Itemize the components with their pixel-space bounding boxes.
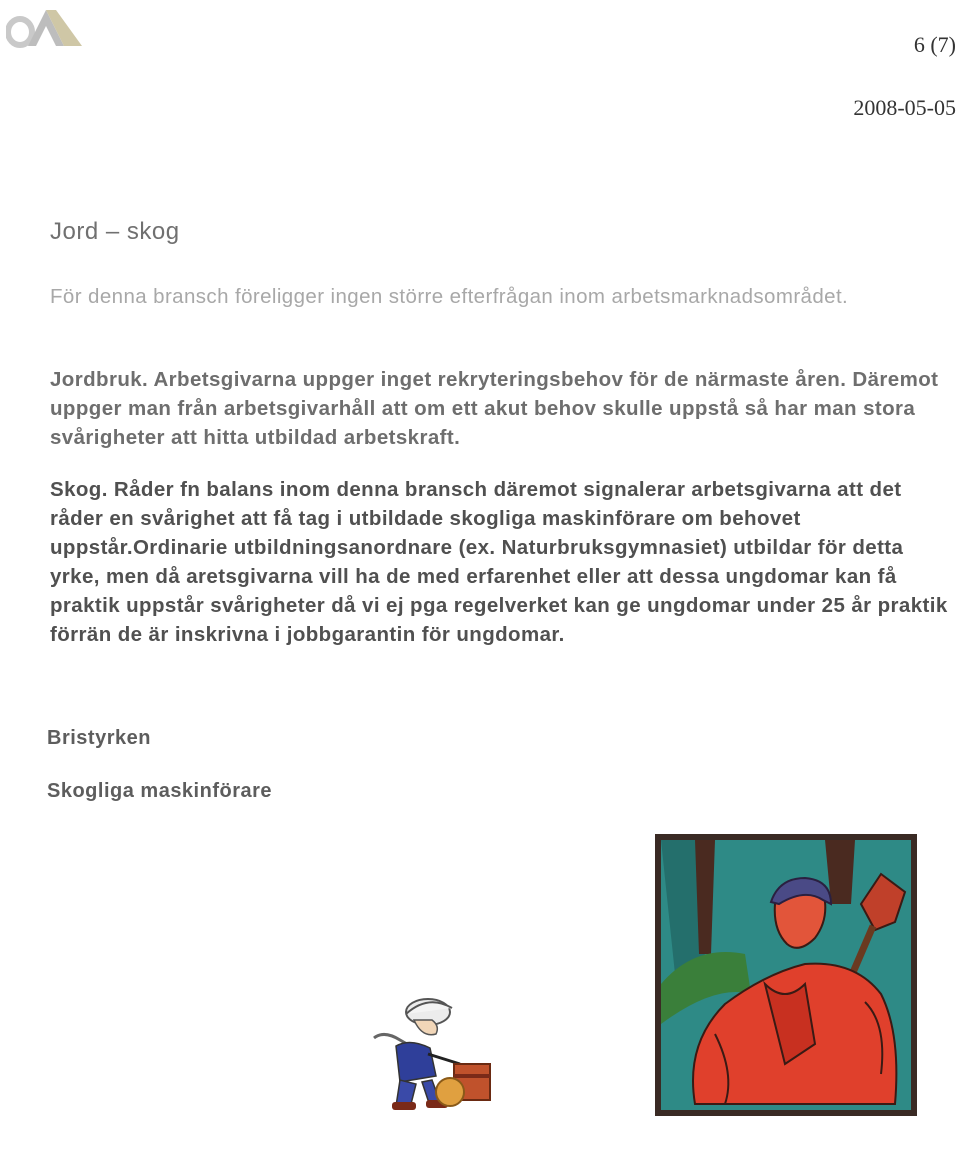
skog-paragraph: Skog. Råder fn balans inom denna bransch däremot signalerar arbetsgivarna att det råder en svårighet att få tag i utbildade skogliga maskinförare om behovet uppstår.Ordinarie utbildningsanordnare (ex. Naturbruksgymnasiet) utbildar för detta yrke, men då aretsgivarna vill ha de med erfarenhet eller att dessa ungdomar kan få praktik uppstår svårigheter då vi ej pga regelverket kan ge ungdomar under 25 år praktik förrän de är inskrivna i jobbgarantin för ungdomar. [50, 478, 948, 646]
section-heading: Jord – skog [50, 218, 180, 245]
worker-clipart-image [370, 990, 495, 1115]
document-date: 2008-05-05 [853, 95, 956, 120]
company-logo [6, 4, 84, 48]
bristyrke-item: Skogliga maskinförare [47, 780, 273, 802]
page-number: 6 (7) [913, 32, 956, 57]
jordbruk-paragraph: Jordbruk. Arbetsgivarna uppger inget rekryteringsbehov för de närmaste åren. Däremot uppger man från arbetsgivarhåll att om ett akut behov skulle uppstå så har man stora svårigheter att hitta utbildad arbetskraft. [50, 368, 939, 449]
intro-paragraph: För denna bransch föreligger ingen större efterfrågan inom arbetsmarknadsområdet. [50, 285, 849, 308]
lumberjack-image [655, 834, 917, 1116]
bristyrken-heading: Bristyrken [47, 727, 151, 749]
